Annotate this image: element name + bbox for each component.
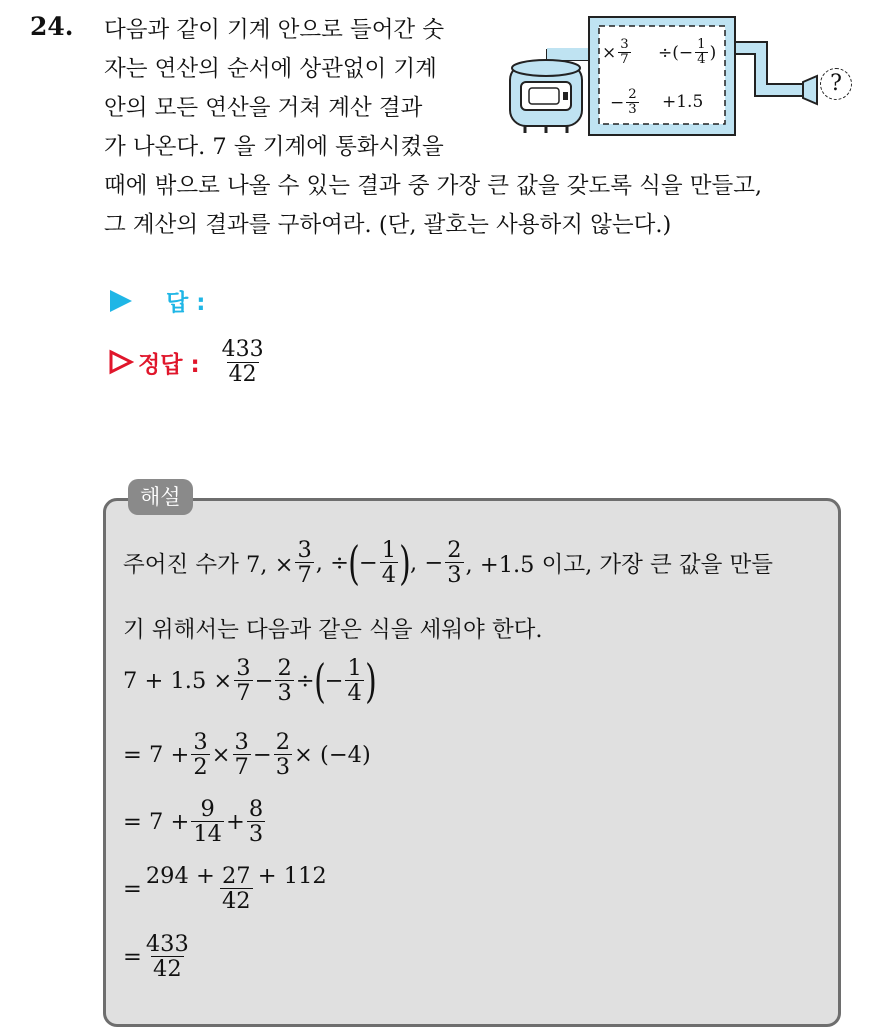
fraction: $\frac{3}{2}$ <box>193 729 208 781</box>
fraction: $\frac{433}{42}$ <box>145 931 189 983</box>
solution-intro-line-1: 주어진 수가 7, × $\frac{3}{7}$ , ÷ ( − $\frac{1}{4}$ ) , − $\frac{2}{3}$ , +1.5 이고, 가장 큰 값을 만들 <box>123 535 774 590</box>
answer-row <box>108 284 205 317</box>
fraction: $\frac{9}{14}$ <box>193 796 222 848</box>
fraction: $\frac{2}{3}$ <box>628 87 637 118</box>
solution-step-5: = $\frac{433}{42}$ <box>123 931 189 983</box>
solution-step-1: 7 + 1.5 × $\frac{3}{7}$ − $\frac{2}{3}$ ÷ ( − $\frac{1}{4}$ ) <box>123 653 377 708</box>
correct-answer-row <box>108 338 268 387</box>
solution-intro-line-2: 기 위해서는 다음과 같은 식을 세워야 한다. <box>123 617 543 643</box>
hollow-arrow-icon <box>108 349 134 375</box>
fraction: $\frac{3}{7}$ <box>620 37 629 68</box>
fraction: $\frac{1}{4}$ <box>697 37 706 68</box>
question-line-4: 가 나온다. 7 을 기계에 통화시켰을 <box>104 134 444 160</box>
machine-op-plus: +1.5 <box>662 92 704 112</box>
machine-op-times: × $\frac{3}{7}$ <box>602 37 629 68</box>
fraction: $\frac{3}{7}$ <box>297 537 312 589</box>
question-line-2: 자는 연산의 순서에 상관없이 기계 <box>104 56 437 82</box>
fraction: $\frac{1}{4}$ <box>381 537 397 589</box>
fraction: $\frac{3}{7}$ <box>234 729 249 781</box>
fraction: $\frac{1}{4}$ <box>347 655 362 707</box>
output-nozzle <box>803 76 817 104</box>
fraction: $\frac{2}{3}$ <box>447 537 462 589</box>
solution-step-2: = 7 + $\frac{3}{2}$ × $\frac{3}{7}$ − $\frac{2}{3}$ × (−4) <box>123 729 371 781</box>
solution-badge: 해설 <box>128 479 193 515</box>
question-line-6: 그 계산의 결과를 구하여라. (단, 괄호는 사용하지 않는다.) <box>104 212 672 238</box>
solution-step-4: = $\frac{294 + 27 + 112}{42}$ <box>123 863 327 915</box>
machine-op-divide: ÷(− $\frac{1}{4}$ ) <box>658 37 717 68</box>
correct-answer-fraction: $\frac{433}{42}$ <box>221 337 264 387</box>
fraction: $\frac{3}{7}$ <box>236 655 251 707</box>
machine-op-minus: − $\frac{2}{3}$ <box>610 87 637 118</box>
correct-answer-label: 정답 : <box>138 351 200 378</box>
question-line-3: 안의 모든 연산을 거쳐 계산 결과 <box>104 95 423 121</box>
answer-label: 답 : <box>166 290 206 316</box>
solution-step-3: = 7 + $\frac{9}{14}$ + $\frac{8}{3}$ <box>123 796 264 848</box>
fraction: $\frac{2}{3}$ <box>275 729 291 781</box>
question-number: 24. <box>30 12 74 41</box>
machine-output-question-mark: ? <box>820 68 852 100</box>
fraction: $\frac{294 + 27 + 112}{42}$ <box>145 863 327 915</box>
calculation-machine-illustration <box>505 12 870 142</box>
play-arrow-icon <box>108 288 134 314</box>
fraction: $\frac{8}{3}$ <box>248 796 264 848</box>
fraction: $\frac{2}{3}$ <box>277 655 292 707</box>
question-line-1: 다음과 같이 기계 안으로 들어간 숫 <box>104 17 445 43</box>
question-line-5: 때에 밖으로 나올 수 있는 결과 중 가장 큰 값을 갖도록 식을 만들고, <box>104 173 763 199</box>
